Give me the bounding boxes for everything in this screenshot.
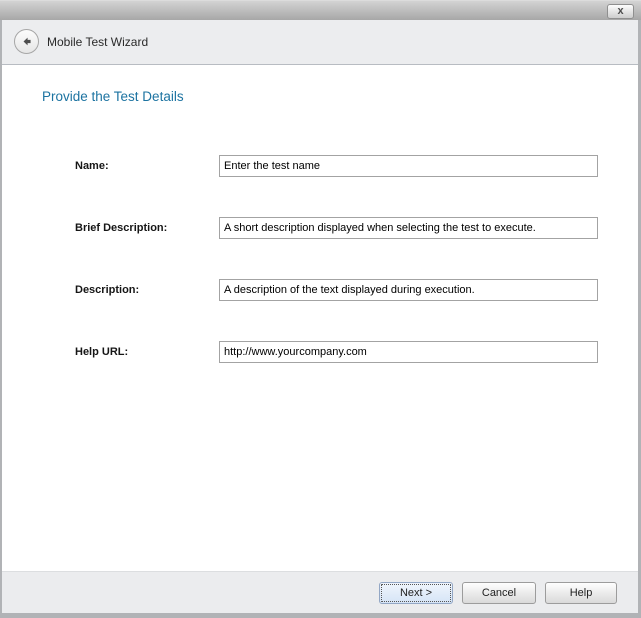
wizard-header (2, 20, 638, 65)
back-button[interactable] (14, 29, 39, 54)
form-row-name (2, 155, 638, 177)
form-row-description (2, 279, 638, 301)
help-button[interactable]: Help (545, 582, 617, 604)
back-arrow-icon (20, 35, 33, 48)
page-title: Provide the Test Details (42, 89, 184, 104)
close-icon: x (617, 5, 624, 17)
next-button[interactable]: Next > (379, 582, 453, 604)
window-body (0, 20, 641, 618)
description-label: Description: (75, 284, 140, 296)
description-input[interactable] (219, 279, 598, 301)
form-row-help-url (2, 341, 638, 363)
footer (2, 571, 638, 613)
help-url-input[interactable] (219, 341, 598, 363)
titlebar (0, 0, 641, 20)
brief-description-input[interactable] (219, 217, 598, 239)
close-button[interactable] (607, 4, 634, 19)
form-row-brief-description (2, 217, 638, 239)
name-input[interactable] (219, 155, 598, 177)
help-url-label: Help URL: (75, 346, 129, 358)
window-title: Mobile Test Wizard (47, 35, 149, 49)
name-label: Name: (75, 160, 109, 172)
cancel-button[interactable]: Cancel (462, 582, 536, 604)
brief-description-label: Brief Description: (75, 222, 168, 234)
content-area (2, 65, 638, 571)
